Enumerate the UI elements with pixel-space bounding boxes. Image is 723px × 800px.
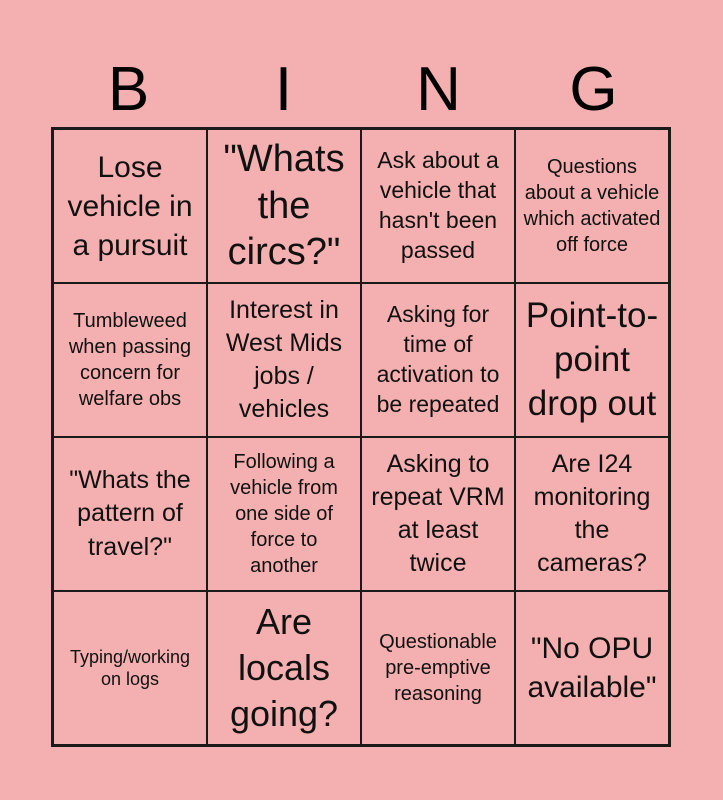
bingo-cell[interactable]: "No OPU available" (515, 591, 669, 745)
bingo-card-grid (51, 127, 671, 747)
bingo-cell[interactable]: Questionable pre-emptive reasoning (361, 591, 515, 745)
header-letter-g: G (569, 55, 618, 124)
bingo-cell[interactable]: Ask about a vehicle that hasn't been passed (361, 129, 515, 283)
header-letter-b: B (107, 55, 150, 124)
bingo-cell[interactable]: Typing/working on logs (53, 591, 207, 745)
bingo-cell[interactable]: Interest in West Mids jobs / vehicles (207, 283, 361, 437)
bingo-cell[interactable]: Questions about a vehicle which activated off force (515, 129, 669, 283)
bingo-cell[interactable]: "Whats the circs?" (207, 129, 361, 283)
bingo-header (51, 52, 671, 128)
bingo-cell[interactable]: Are I24 monitoring the cameras? (515, 437, 669, 591)
bingo-cell[interactable]: Tumbleweed when passing concern for welfare obs (53, 283, 207, 437)
bingo-cell[interactable]: Asking to repeat VRM at least twice (361, 437, 515, 591)
bingo-cell[interactable]: Following a vehicle from one side of force to another (207, 437, 361, 591)
bingo-cell[interactable]: Are locals going? (207, 591, 361, 745)
bingo-cell[interactable]: Lose vehicle in a pursuit (53, 129, 207, 283)
bingo-cell[interactable]: "Whats the pattern of travel?" (53, 437, 207, 591)
header-letter-i: I (274, 55, 293, 124)
bingo-cell[interactable]: Asking for time of activation to be repeated (361, 283, 515, 437)
header-letter-n: N (416, 55, 461, 124)
bingo-cell[interactable]: Point-to-point drop out (515, 283, 669, 437)
